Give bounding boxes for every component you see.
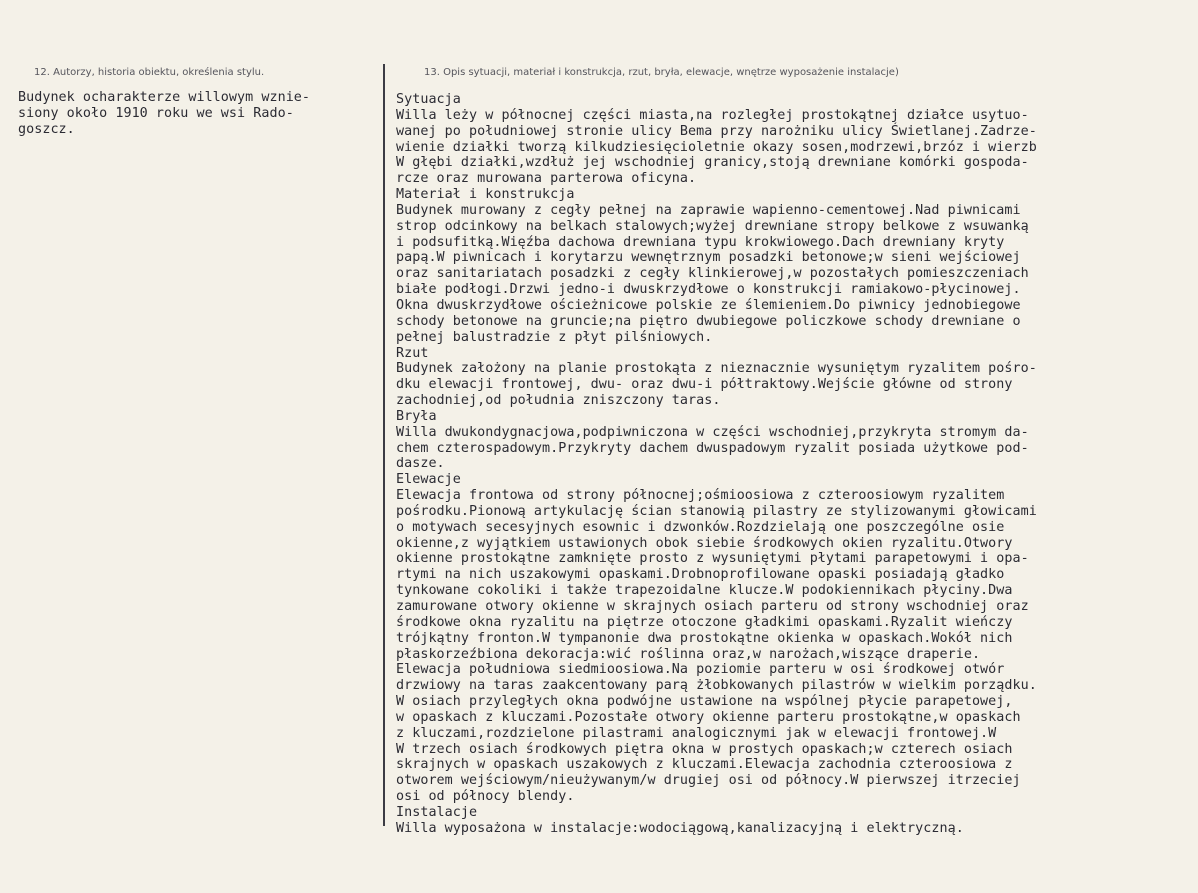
text-line: o motywach secesyjnych esownic i dzwonków.Rozdzielają one poszczególne osie	[396, 519, 1005, 535]
text-line: Rzut	[396, 345, 429, 361]
text-line: Elewacja frontowa od strony północnej;ośmioosiowa z czteroosiowym ryzalitem	[396, 488, 1005, 504]
text-line: trójkątny fronton.W tympanonie dwa prostokątne okienka w opaskach.Wokół nich	[396, 630, 1013, 646]
column-divider	[383, 64, 385, 826]
text-line: W osiach przyległych okna podwójne ustawione na wspólnej płycie parapetowej,	[396, 694, 1013, 710]
text-line: Willa leży w północnej części miasta,na rozległej prostokątnej działce usytuo-	[396, 107, 1029, 123]
text-line: chem czterospadowym.Przykryty dachem dwuspadowym ryzalit posiada użytkowe pod-	[396, 440, 1029, 456]
text-line: Budynek założony na planie prostokąta z nieznacznie wysuniętym ryzalitem pośro-	[396, 361, 1037, 377]
text-line: siony około 1910 roku we wsi Rado-	[18, 105, 294, 121]
text-line: Elewacja południowa siedmioosiowa.Na poziomie parteru w osi środkowej otwór	[396, 662, 1005, 678]
text-line: z kluczami,rozdzielone pilastrami analogicznymi jak w elewacji frontowej.W	[396, 725, 997, 741]
text-line: oraz sanitariatach posadzki z cegły klinkierowej,w pozostałych pomieszczeniach	[396, 266, 1029, 282]
right-column-text	[396, 92, 1037, 837]
right-column-header: 13. Opis sytuacji, materiał i konstrukcja, rzut, bryła, elewacje, wnętrze wyposażenie instalacje)	[424, 67, 899, 78]
text-line: rtymi na nich uszakowymi opaskami.Drobnoprofilowane opaski posiadają gładko	[396, 567, 1005, 583]
text-line: Instalacje	[396, 804, 478, 820]
text-line: okienne,z wyjątkiem ustawionych obok siebie środkowych okien ryzalitu.Otwory	[396, 535, 1013, 551]
text-line: dku elewacji frontowej, dwu- oraz dwu-i półtraktowy.Wejście główne od strony	[396, 377, 1013, 393]
left-column-header: 12. Autorzy, historia obiektu, określenia stylu.	[34, 67, 265, 78]
text-line: Budynek murowany z cegły pełnej na zaprawie wapienno-cementowej.Nad piwnicami	[396, 202, 1021, 218]
text-line: zamurowane otwory okienne w skrajnych osiach parteru od strony wschodniej oraz	[396, 599, 1029, 614]
text-line: Okna dwuskrzydłowe ościeżnicowe polskie ze ślemieniem.Do piwnicy jednobiegowe	[396, 297, 1021, 313]
text-line: białe podłogi.Drzwi jedno-i dwuskrzydłowe o konstrukcji ramiakowo-płycinowej.	[396, 282, 1021, 298]
text-line: w opaskach z kluczami.Pozostałe otwory okienne parteru prostokątne,w opaskach	[396, 709, 1021, 725]
text-line: i podsufitką.Więźba dachowa drewniana typu krokwiowego.Dach drewniany kryty	[396, 234, 1005, 250]
text-line: tynkowane cokoliki i także trapezoidalne klucze.W podokiennikach płyciny.Dwa	[396, 583, 1013, 599]
text-line: W głębi działki,wzdłuż jej wschodniej granicy,stoją drewniane komórki gospoda-	[396, 155, 1029, 171]
text-line: pośrodku.Pionową artykulację ścian stanowią pilastry ze stylizowanymi głowicami	[396, 503, 1037, 519]
text-line: środkowe okna ryzalitu na piętrze otoczone gładkimi opaskami.Ryzalit wieńczy	[396, 614, 1013, 630]
left-column-text	[18, 90, 310, 138]
text-line: Sytuacja	[396, 92, 461, 107]
text-line: dasze.	[396, 456, 445, 472]
text-line: rcze oraz murowana parterowa oficyna.	[396, 171, 697, 187]
text-line: płaskorzeźbiona dekoracja:wić roślinna oraz,w narożach,wiszące draperie.	[396, 646, 981, 662]
text-line: skrajnych w opaskach uszakowych z kluczami.Elewacja zachodnia czteroosiowa z	[396, 757, 1013, 773]
text-line: schody betonowe na gruncie;na piętro dwubiegowe policzkowe schody drewniane o	[396, 313, 1021, 329]
text-line: Budynek ocharakterze willowym wznie-	[18, 90, 311, 105]
text-line: Willa wyposażona w instalacje:wodociągową,kanalizacyjną i elektryczną.	[396, 820, 964, 836]
text-line: Materiał i konstrukcja	[396, 187, 575, 203]
text-line: wanej po południowej stronie ulicy Bema przy narożniku ulicy Świetlanej.Zadrze-	[396, 123, 1037, 139]
text-line: strop odcinkowy na belkach stalowych;wyżej drewniane stropy belkowe z wsuwanką	[396, 218, 1029, 234]
text-line: Bryła	[396, 408, 437, 424]
text-line: W trzech osiach środkowych piętra okna w prostych opaskach;w czterech osiach	[396, 741, 1013, 757]
text-line: goszcz.	[18, 121, 75, 137]
text-line: Willa dwukondygnacjowa,podpiwniczona w części wschodniej,przykryta stromym da-	[396, 424, 1029, 440]
text-line: zachodniej,od południa zniszczony taras.	[396, 393, 721, 409]
text-line: otworem wejściowym/nieużywanym/w drugiej osi od północy.W pierwszej itrzeciej	[396, 773, 1021, 789]
text-line: wienie działki tworzą kilkudziesięcioletnie okazy sosen,modrzewi,brzóz i wierzb	[396, 139, 1037, 155]
text-line: drzwiowy na taras zaakcentowany parą żłobkowanych pilastrów w wielkim porządku.	[396, 678, 1037, 694]
text-line: osi od północy blendy.	[396, 789, 575, 805]
text-line: pełnej balustradzie z płyt pilśniowych.	[396, 329, 713, 345]
text-line: papą.W piwnicach i korytarzu wewnętrznym posadzki betonowe;w sieni wejściowej	[396, 250, 1021, 266]
text-line: Elewacje	[396, 472, 461, 488]
text-line: okienne prostokątne zamknięte prosto z wysuniętymi płytami parapetowymi i opa-	[396, 551, 1029, 567]
